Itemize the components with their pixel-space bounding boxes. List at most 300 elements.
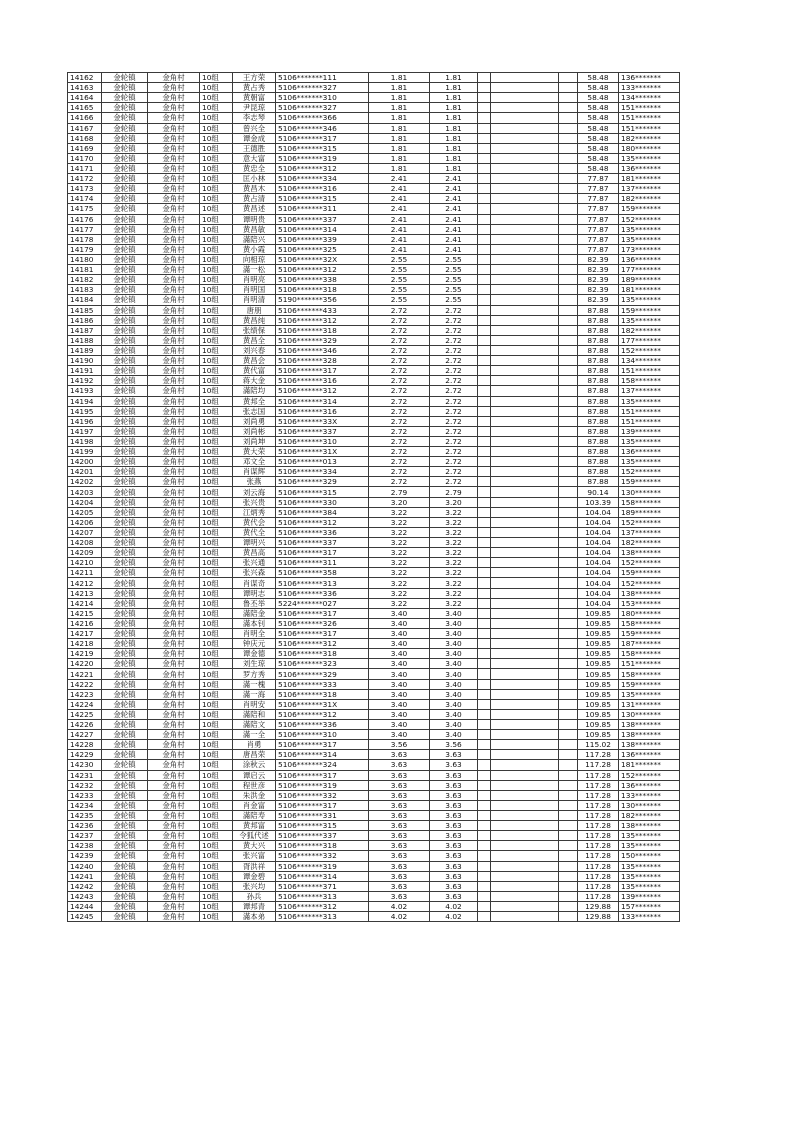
cell-row-number: 14173 <box>68 184 102 194</box>
cell-town: 金轮镇 <box>102 366 148 376</box>
cell-area: 2.72 <box>369 457 430 467</box>
cell-town: 金轮镇 <box>102 568 148 578</box>
cell-name: 唐昌荣 <box>233 750 276 760</box>
cell-group: 10组 <box>200 416 233 426</box>
cell-phone: 136******* <box>619 254 680 264</box>
cell-town: 金轮镇 <box>102 467 148 477</box>
cell-amount: 103.39 <box>578 497 619 507</box>
cell-area-confirmed: 3.22 <box>430 588 478 598</box>
cell-id-number: 5106*******316 <box>276 406 369 416</box>
cell-id-number: 5106*******371 <box>276 881 369 891</box>
cell-group: 10组 <box>200 73 233 83</box>
cell-group: 10组 <box>200 548 233 558</box>
cell-town: 金轮镇 <box>102 780 148 790</box>
table-row <box>68 548 680 558</box>
cell-area-confirmed: 3.22 <box>430 538 478 548</box>
table-row <box>68 588 680 598</box>
cell-town: 金轮镇 <box>102 406 148 416</box>
cell-blank-b <box>491 406 559 416</box>
cell-id-number: 5106*******310 <box>276 93 369 103</box>
cell-area-confirmed: 2.72 <box>430 315 478 325</box>
cell-town: 金轮镇 <box>102 315 148 325</box>
cell-name: 江炳秀 <box>233 507 276 517</box>
cell-amount: 87.88 <box>578 416 619 426</box>
cell-area: 3.40 <box>369 679 430 689</box>
cell-name: 蒋大金 <box>233 376 276 386</box>
cell-amount: 87.88 <box>578 406 619 416</box>
cell-row-number: 14193 <box>68 386 102 396</box>
cell-amount: 77.87 <box>578 174 619 184</box>
cell-village: 金角村 <box>148 244 200 254</box>
cell-town: 金轮镇 <box>102 517 148 527</box>
cell-name: 黄昌全 <box>233 335 276 345</box>
cell-group: 10组 <box>200 356 233 366</box>
table-row <box>68 295 680 305</box>
cell-blank-b <box>491 103 559 113</box>
cell-area: 2.79 <box>369 487 430 497</box>
cell-village: 金角村 <box>148 356 200 366</box>
cell-blank-a <box>478 315 491 325</box>
cell-row-number: 14184 <box>68 295 102 305</box>
cell-name: 滿本钊 <box>233 618 276 628</box>
cell-area: 3.40 <box>369 629 430 639</box>
cell-phone: 181******* <box>619 285 680 295</box>
cell-blank-a <box>478 143 491 153</box>
cell-id-number: 5106*******319 <box>276 780 369 790</box>
cell-blank-c <box>559 659 578 669</box>
cell-id-number: 5106*******317 <box>276 608 369 618</box>
cell-blank-c <box>559 103 578 113</box>
cell-group: 10组 <box>200 133 233 143</box>
cell-id-number: 5106*******319 <box>276 861 369 871</box>
cell-row-number: 14187 <box>68 325 102 335</box>
cell-area-confirmed: 3.40 <box>430 659 478 669</box>
cell-blank-b <box>491 275 559 285</box>
cell-area: 2.55 <box>369 254 430 264</box>
table-row <box>68 224 680 234</box>
cell-phone: 138******* <box>619 730 680 740</box>
cell-amount: 58.48 <box>578 83 619 93</box>
cell-amount: 87.88 <box>578 477 619 487</box>
cell-blank-c <box>559 194 578 204</box>
cell-amount: 58.48 <box>578 103 619 113</box>
cell-amount: 104.04 <box>578 517 619 527</box>
table-row <box>68 871 680 881</box>
cell-row-number: 14194 <box>68 396 102 406</box>
cell-town: 金轮镇 <box>102 891 148 901</box>
cell-id-number: 5106*******339 <box>276 234 369 244</box>
cell-phone: 152******* <box>619 345 680 355</box>
cell-blank-b <box>491 447 559 457</box>
table-row <box>68 679 680 689</box>
table-row <box>68 103 680 113</box>
cell-row-number: 14169 <box>68 143 102 153</box>
cell-village: 金角村 <box>148 699 200 709</box>
cell-area: 2.72 <box>369 305 430 315</box>
cell-town: 金轮镇 <box>102 912 148 922</box>
cell-area: 2.55 <box>369 265 430 275</box>
cell-village: 金角村 <box>148 831 200 841</box>
cell-area-confirmed: 3.22 <box>430 507 478 517</box>
cell-blank-b <box>491 517 559 527</box>
cell-area-confirmed: 2.72 <box>430 406 478 416</box>
cell-blank-b <box>491 143 559 153</box>
cell-phone: 152******* <box>619 770 680 780</box>
cell-row-number: 14226 <box>68 720 102 730</box>
cell-blank-a <box>478 588 491 598</box>
cell-phone: 180******* <box>619 143 680 153</box>
cell-name: 向相琼 <box>233 254 276 264</box>
cell-area: 3.63 <box>369 810 430 820</box>
cell-area: 2.55 <box>369 285 430 295</box>
cell-area: 1.81 <box>369 103 430 113</box>
cell-group: 10组 <box>200 376 233 386</box>
cell-town: 金轮镇 <box>102 709 148 719</box>
cell-name: 黄代全 <box>233 527 276 537</box>
cell-group: 10组 <box>200 851 233 861</box>
cell-name: 黄昌木 <box>233 184 276 194</box>
cell-group: 10组 <box>200 305 233 315</box>
cell-id-number: 5106*******327 <box>276 103 369 113</box>
cell-blank-c <box>559 224 578 234</box>
cell-blank-a <box>478 133 491 143</box>
cell-group: 10组 <box>200 831 233 841</box>
cell-row-number: 14240 <box>68 861 102 871</box>
cell-id-number: 5106*******337 <box>276 538 369 548</box>
cell-id-number: 5106*******329 <box>276 669 369 679</box>
table-row <box>68 376 680 386</box>
cell-phone: 158******* <box>619 497 680 507</box>
cell-town: 金轮镇 <box>102 497 148 507</box>
cell-name: 刘生琼 <box>233 659 276 669</box>
cell-blank-b <box>491 608 559 618</box>
cell-amount: 87.88 <box>578 396 619 406</box>
cell-phone: 151******* <box>619 416 680 426</box>
table-row <box>68 315 680 325</box>
cell-blank-a <box>478 548 491 558</box>
cell-village: 金角村 <box>148 527 200 537</box>
cell-blank-a <box>478 790 491 800</box>
cell-area-confirmed: 3.40 <box>430 629 478 639</box>
cell-group: 10组 <box>200 538 233 548</box>
cell-village: 金角村 <box>148 325 200 335</box>
cell-name: 涂秋云 <box>233 760 276 770</box>
cell-amount: 77.87 <box>578 224 619 234</box>
cell-area-confirmed: 3.22 <box>430 548 478 558</box>
cell-phone: 158******* <box>619 618 680 628</box>
cell-area-confirmed: 2.79 <box>430 487 478 497</box>
cell-id-number: 5106*******314 <box>276 871 369 881</box>
cell-row-number: 14190 <box>68 356 102 366</box>
cell-blank-b <box>491 629 559 639</box>
cell-blank-b <box>491 83 559 93</box>
cell-blank-b <box>491 730 559 740</box>
cell-group: 10组 <box>200 244 233 254</box>
cell-name: 张志国 <box>233 406 276 416</box>
cell-village: 金角村 <box>148 507 200 517</box>
cell-group: 10组 <box>200 214 233 224</box>
cell-blank-b <box>491 780 559 790</box>
cell-blank-a <box>478 861 491 871</box>
cell-name: 谭金碧 <box>233 871 276 881</box>
cell-id-number: 5106*******111 <box>276 73 369 83</box>
cell-village: 金角村 <box>148 406 200 416</box>
cell-group: 10组 <box>200 477 233 487</box>
cell-phone: 130******* <box>619 487 680 497</box>
cell-phone: 135******* <box>619 224 680 234</box>
table-row <box>68 669 680 679</box>
cell-blank-b <box>491 497 559 507</box>
cell-village: 金角村 <box>148 335 200 345</box>
cell-area-confirmed: 2.72 <box>430 477 478 487</box>
cell-village: 金角村 <box>148 396 200 406</box>
cell-area: 2.72 <box>369 477 430 487</box>
cell-area: 1.81 <box>369 123 430 133</box>
cell-amount: 104.04 <box>578 568 619 578</box>
cell-area: 1.81 <box>369 143 430 153</box>
cell-blank-b <box>491 740 559 750</box>
cell-group: 10组 <box>200 598 233 608</box>
cell-name: 张燕 <box>233 477 276 487</box>
cell-name: 令狐代述 <box>233 831 276 841</box>
cell-phone: 152******* <box>619 467 680 477</box>
cell-blank-a <box>478 275 491 285</box>
cell-area: 3.56 <box>369 740 430 750</box>
cell-blank-a <box>478 629 491 639</box>
cell-row-number: 14181 <box>68 265 102 275</box>
cell-blank-a <box>478 538 491 548</box>
cell-blank-a <box>478 598 491 608</box>
cell-town: 金轮镇 <box>102 800 148 810</box>
table-row <box>68 305 680 315</box>
cell-blank-c <box>559 315 578 325</box>
cell-blank-c <box>559 598 578 608</box>
cell-phone: 136******* <box>619 750 680 760</box>
cell-town: 金轮镇 <box>102 598 148 608</box>
cell-area-confirmed: 4.02 <box>430 912 478 922</box>
cell-blank-b <box>491 548 559 558</box>
table-row <box>68 649 680 659</box>
cell-name: 张兴贵 <box>233 497 276 507</box>
cell-blank-c <box>559 356 578 366</box>
cell-area: 1.81 <box>369 113 430 123</box>
cell-group: 10组 <box>200 315 233 325</box>
cell-id-number: 5106*******326 <box>276 618 369 628</box>
cell-group: 10组 <box>200 436 233 446</box>
cell-blank-a <box>478 457 491 467</box>
cell-name: 谭明兴 <box>233 538 276 548</box>
cell-area: 3.40 <box>369 709 430 719</box>
cell-id-number: 5106*******313 <box>276 912 369 922</box>
cell-village: 金角村 <box>148 568 200 578</box>
table-row <box>68 730 680 740</box>
cell-village: 金角村 <box>148 143 200 153</box>
cell-phone: 152******* <box>619 214 680 224</box>
cell-blank-c <box>559 376 578 386</box>
cell-amount: 109.85 <box>578 659 619 669</box>
cell-blank-a <box>478 821 491 831</box>
cell-phone: 189******* <box>619 507 680 517</box>
cell-area: 3.63 <box>369 851 430 861</box>
cell-area-confirmed: 1.81 <box>430 103 478 113</box>
cell-id-number: 5106*******346 <box>276 345 369 355</box>
cell-area-confirmed: 2.72 <box>430 457 478 467</box>
cell-name: 黄大荣 <box>233 447 276 457</box>
cell-area: 2.72 <box>369 406 430 416</box>
cell-village: 金角村 <box>148 103 200 113</box>
cell-blank-c <box>559 750 578 760</box>
cell-blank-b <box>491 578 559 588</box>
cell-blank-c <box>559 912 578 922</box>
cell-village: 金角村 <box>148 467 200 477</box>
cell-village: 金角村 <box>148 851 200 861</box>
cell-id-number: 5106*******336 <box>276 720 369 730</box>
cell-group: 10组 <box>200 608 233 618</box>
cell-phone: 135******* <box>619 689 680 699</box>
cell-id-number: 5106*******316 <box>276 184 369 194</box>
cell-phone: 189******* <box>619 275 680 285</box>
cell-group: 10组 <box>200 163 233 173</box>
cell-id-number: 5106*******317 <box>276 800 369 810</box>
cell-id-number: 5224*******027 <box>276 598 369 608</box>
cell-phone: 152******* <box>619 578 680 588</box>
cell-area-confirmed: 3.40 <box>430 709 478 719</box>
cell-village: 金角村 <box>148 254 200 264</box>
cell-town: 金轮镇 <box>102 214 148 224</box>
cell-phone: 152******* <box>619 558 680 568</box>
cell-row-number: 14232 <box>68 780 102 790</box>
cell-blank-b <box>491 345 559 355</box>
cell-row-number: 14195 <box>68 406 102 416</box>
cell-group: 10组 <box>200 426 233 436</box>
cell-blank-c <box>559 153 578 163</box>
cell-name: 刘云海 <box>233 487 276 497</box>
cell-group: 10组 <box>200 649 233 659</box>
table-row <box>68 254 680 264</box>
cell-blank-b <box>491 234 559 244</box>
cell-area-confirmed: 2.72 <box>430 305 478 315</box>
cell-area-confirmed: 2.72 <box>430 356 478 366</box>
cell-area-confirmed: 3.63 <box>430 851 478 861</box>
table-row <box>68 234 680 244</box>
cell-id-number: 5106*******327 <box>276 83 369 93</box>
cell-town: 金轮镇 <box>102 477 148 487</box>
cell-area: 2.72 <box>369 416 430 426</box>
cell-amount: 82.39 <box>578 275 619 285</box>
table-row <box>68 335 680 345</box>
table-row <box>68 356 680 366</box>
cell-blank-b <box>491 598 559 608</box>
cell-id-number: 5106*******312 <box>276 639 369 649</box>
cell-area: 2.41 <box>369 204 430 214</box>
cell-phone: 159******* <box>619 477 680 487</box>
cell-row-number: 14176 <box>68 214 102 224</box>
cell-village: 金角村 <box>148 366 200 376</box>
cell-blank-c <box>559 871 578 881</box>
cell-town: 金轮镇 <box>102 730 148 740</box>
cell-row-number: 14234 <box>68 800 102 810</box>
cell-area-confirmed: 2.41 <box>430 204 478 214</box>
cell-blank-c <box>559 810 578 820</box>
cell-phone: 139******* <box>619 426 680 436</box>
cell-area-confirmed: 1.81 <box>430 113 478 123</box>
cell-blank-b <box>491 720 559 730</box>
cell-blank-c <box>559 730 578 740</box>
cell-blank-a <box>478 83 491 93</box>
cell-id-number: 5106*******333 <box>276 679 369 689</box>
cell-row-number: 14208 <box>68 538 102 548</box>
cell-blank-b <box>491 881 559 891</box>
cell-row-number: 14196 <box>68 416 102 426</box>
cell-town: 金轮镇 <box>102 558 148 568</box>
cell-blank-c <box>559 234 578 244</box>
cell-amount: 117.28 <box>578 780 619 790</box>
cell-group: 10组 <box>200 254 233 264</box>
cell-area: 3.40 <box>369 608 430 618</box>
cell-amount: 58.48 <box>578 113 619 123</box>
cell-id-number: 5106*******319 <box>276 153 369 163</box>
cell-group: 10组 <box>200 345 233 355</box>
cell-area: 3.22 <box>369 578 430 588</box>
cell-area-confirmed: 2.72 <box>430 325 478 335</box>
cell-row-number: 14207 <box>68 527 102 537</box>
cell-name: 滿一槐 <box>233 679 276 689</box>
cell-area-confirmed: 3.40 <box>430 608 478 618</box>
cell-blank-a <box>478 810 491 820</box>
cell-name: 滿陪金 <box>233 608 276 618</box>
cell-group: 10组 <box>200 790 233 800</box>
cell-name: 黄朝富 <box>233 93 276 103</box>
cell-group: 10组 <box>200 285 233 295</box>
cell-amount: 58.48 <box>578 143 619 153</box>
cell-id-number: 5106*******384 <box>276 507 369 517</box>
cell-group: 10组 <box>200 275 233 285</box>
table-row <box>68 831 680 841</box>
cell-phone: 133******* <box>619 790 680 800</box>
table-row <box>68 709 680 719</box>
cell-group: 10组 <box>200 780 233 790</box>
cell-phone: 135******* <box>619 436 680 446</box>
cell-blank-c <box>559 436 578 446</box>
cell-village: 金角村 <box>148 679 200 689</box>
cell-amount: 58.48 <box>578 123 619 133</box>
cell-name: 肖明国 <box>233 285 276 295</box>
cell-town: 金轮镇 <box>102 123 148 133</box>
cell-row-number: 14223 <box>68 689 102 699</box>
cell-blank-c <box>559 305 578 315</box>
cell-area-confirmed: 1.81 <box>430 143 478 153</box>
cell-amount: 77.87 <box>578 184 619 194</box>
table-row <box>68 113 680 123</box>
cell-blank-c <box>559 113 578 123</box>
cell-blank-c <box>559 345 578 355</box>
cell-village: 金角村 <box>148 891 200 901</box>
cell-area-confirmed: 2.41 <box>430 184 478 194</box>
cell-row-number: 14178 <box>68 234 102 244</box>
table-row <box>68 750 680 760</box>
cell-name: 谭金德 <box>233 649 276 659</box>
cell-blank-c <box>559 780 578 790</box>
cell-row-number: 14212 <box>68 578 102 588</box>
cell-town: 金轮镇 <box>102 770 148 780</box>
cell-town: 金轮镇 <box>102 386 148 396</box>
cell-area-confirmed: 2.72 <box>430 436 478 446</box>
cell-area: 2.72 <box>369 386 430 396</box>
cell-blank-c <box>559 123 578 133</box>
cell-amount: 117.28 <box>578 800 619 810</box>
table-row <box>68 851 680 861</box>
cell-village: 金角村 <box>148 538 200 548</box>
